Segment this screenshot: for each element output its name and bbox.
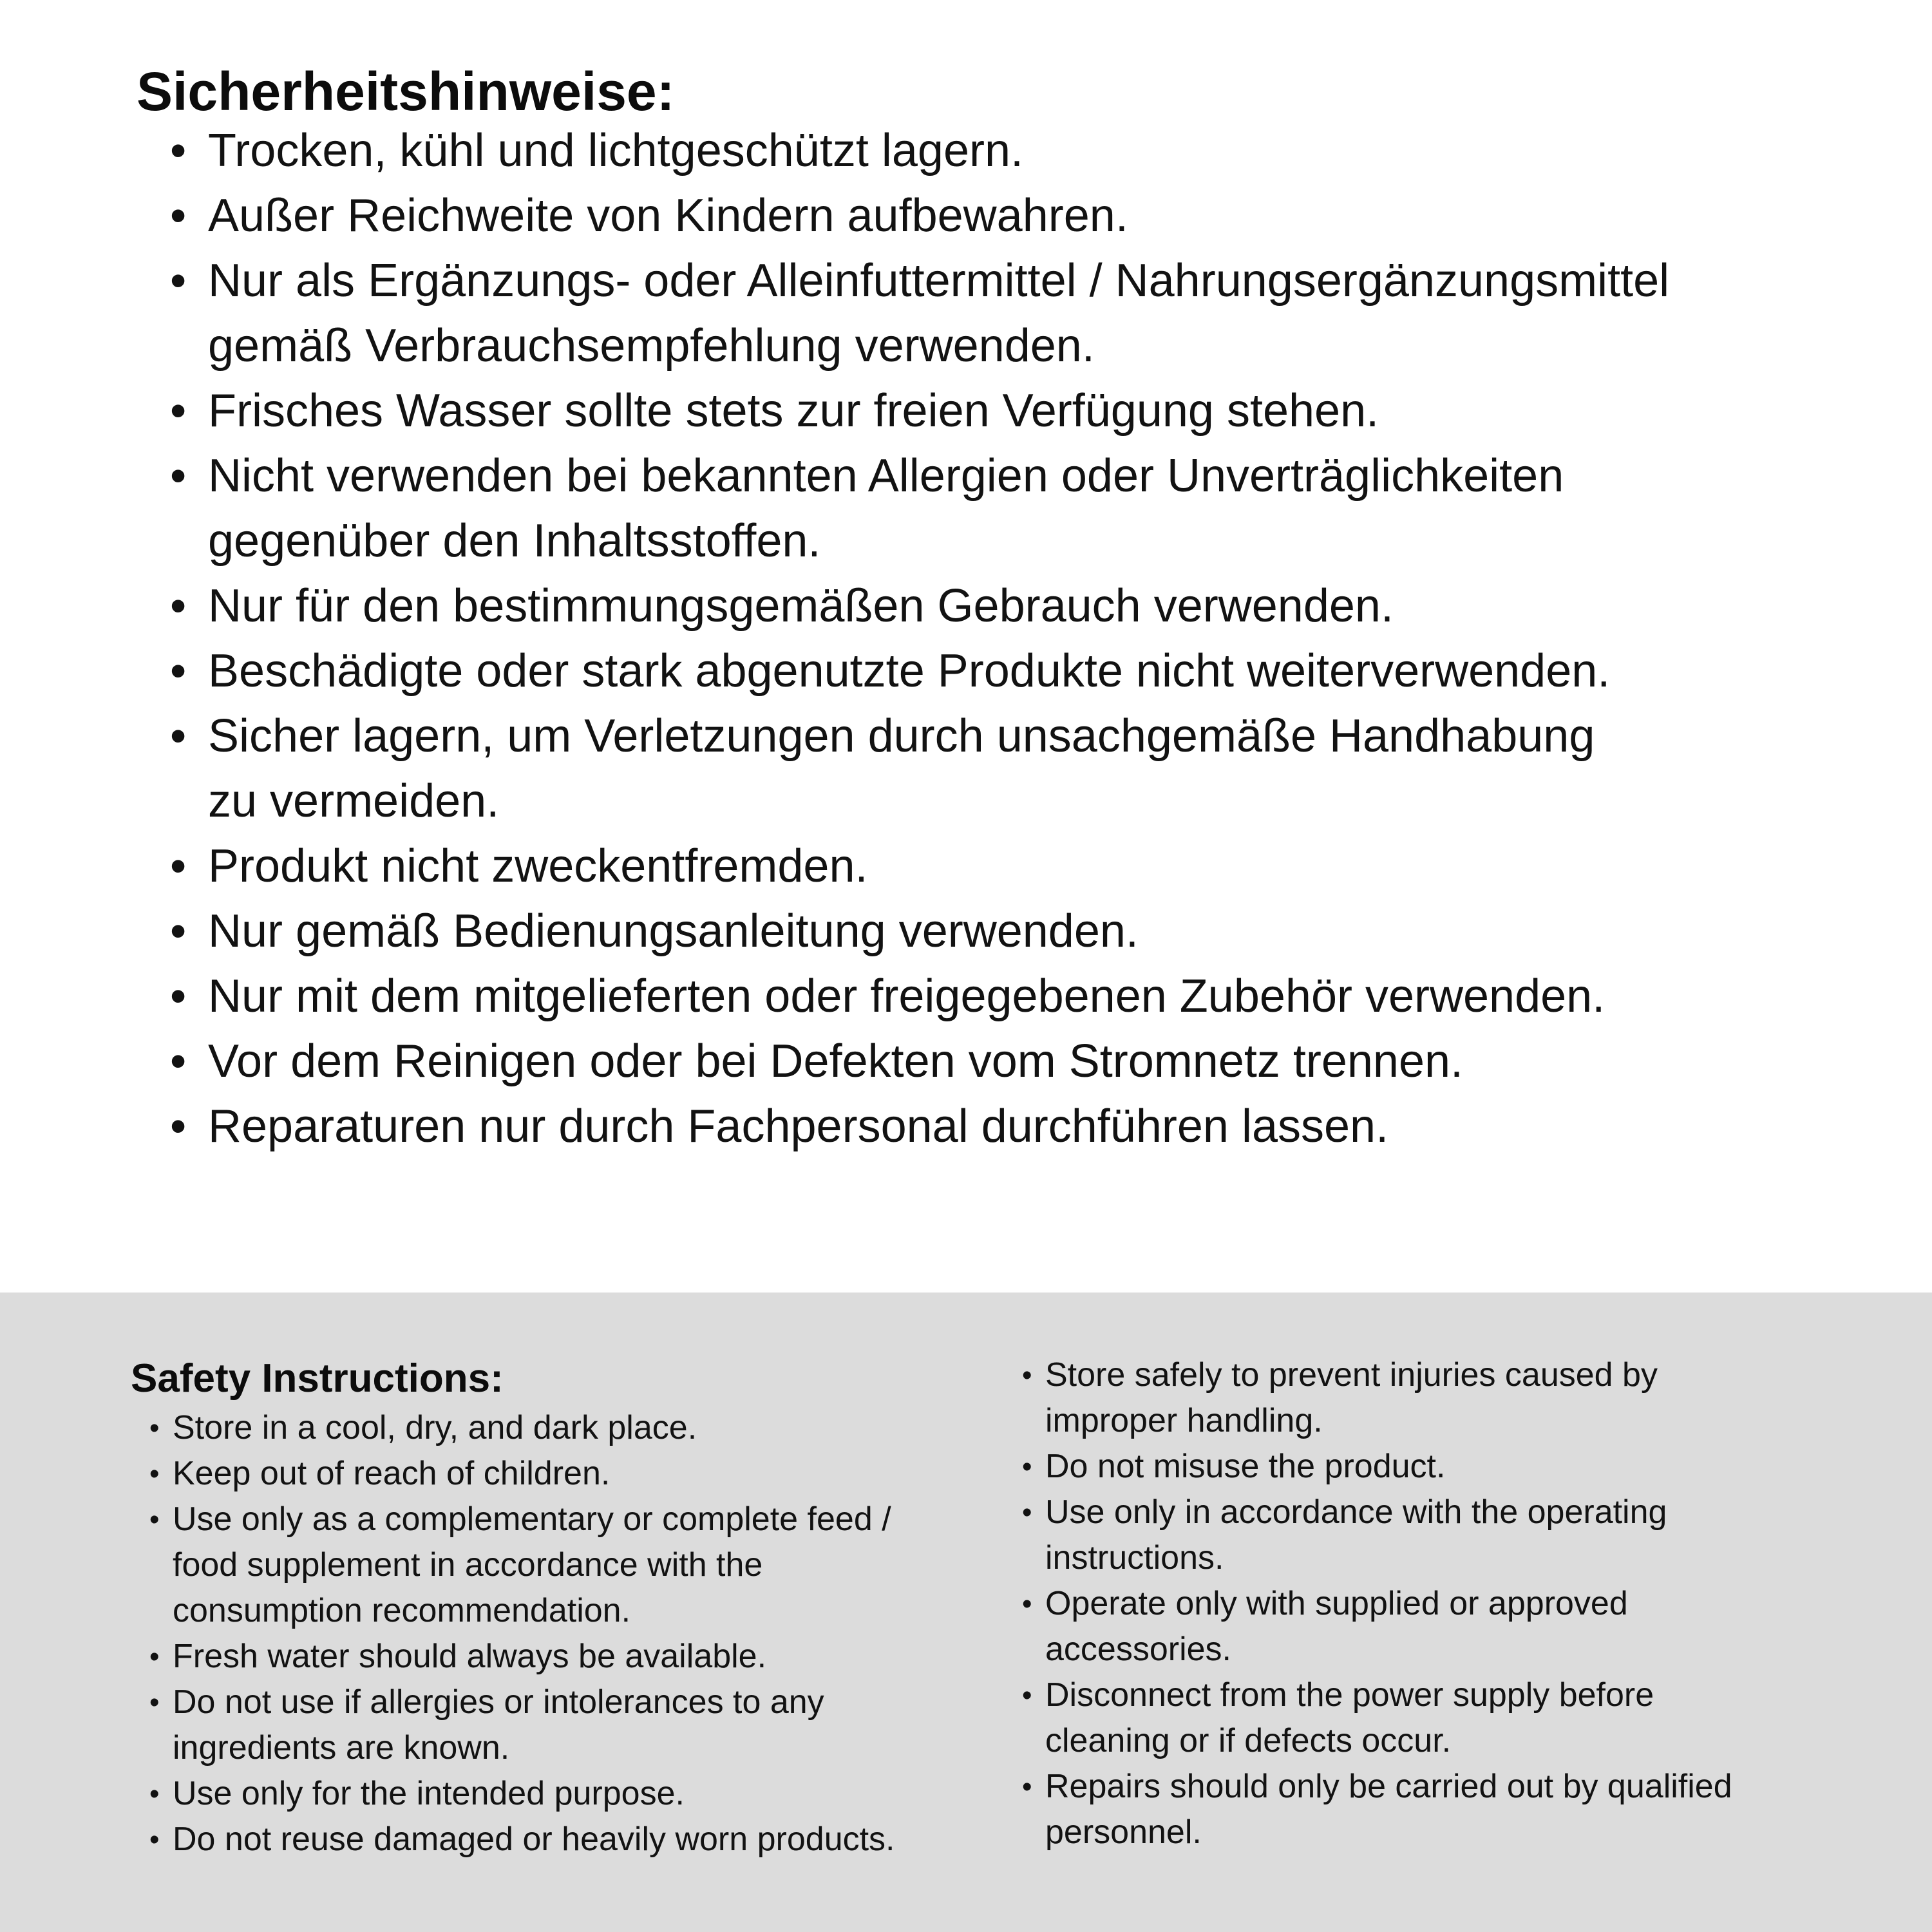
list-item — [137, 249, 1901, 379]
english-right-column — [1003, 1352, 1918, 1855]
bullet-icon: • — [149, 1641, 160, 1672]
list-item-text: Keep out of reach of children. — [173, 1455, 611, 1492]
bullet-icon: • — [149, 1824, 160, 1855]
list-item — [137, 704, 1901, 834]
bullet-icon: • — [149, 1778, 160, 1810]
english-band — [0, 1293, 1932, 1932]
bullet-icon: • — [149, 1687, 160, 1718]
list-item-text: Do not reuse damaged or heavily worn products. — [173, 1821, 895, 1858]
list-item-text: Nur gemäß Bedienungsanleitung verwenden. — [208, 905, 1139, 957]
list-item-text: Reparaturen nur durch Fachpersonal durchführen lassen. — [208, 1101, 1389, 1152]
list-item-text: Sicher lagern, um Verletzungen durch unsachgemäße Handhabung zu vermeiden. — [208, 710, 1595, 827]
list-item-text: Nur als Ergänzungs- oder Alleinfuttermittel / Nahrungsergänzungsmittel gemäß Verbrauchsempfehlung verwenden. — [208, 255, 1670, 372]
list-item-text: Außer Reichweite von Kindern aufbewahren. — [208, 190, 1128, 242]
bullet-icon: • — [149, 1504, 160, 1535]
list-item — [137, 964, 1901, 1029]
bullet-icon: • — [170, 840, 187, 892]
list-item-text: Disconnect from the power supply before cleaning or if defects occur. — [1045, 1676, 1654, 1759]
list-item-text: Use only as a complementary or complete feed / food supplement in accordance with the consumption recommendation. — [173, 1501, 891, 1629]
list-item-text: Operate only with supplied or approved accessories. — [1045, 1585, 1628, 1668]
list-item-text: Beschädigte oder stark abgenutzte Produkte nicht weiterverwenden. — [208, 645, 1611, 697]
list-item — [1003, 1672, 1918, 1764]
list-item — [131, 1680, 1007, 1771]
list-item — [137, 1029, 1901, 1094]
bullet-icon: • — [149, 1458, 160, 1490]
list-item — [137, 899, 1901, 964]
bullet-icon: • — [1022, 1497, 1032, 1528]
list-item — [131, 1771, 1007, 1817]
bullet-icon: • — [170, 450, 187, 502]
bullet-icon: • — [1022, 1588, 1032, 1620]
bullet-icon: • — [149, 1412, 160, 1444]
bullet-icon: • — [170, 190, 187, 242]
list-item-text: Frisches Wasser sollte stets zur freien Verfügung stehen. — [208, 385, 1379, 437]
list-item — [137, 574, 1901, 639]
list-item — [131, 1405, 1007, 1451]
list-item — [1003, 1444, 1918, 1490]
list-item-text: Use only for the intended purpose. — [173, 1775, 685, 1812]
list-item — [1003, 1352, 1918, 1444]
list-item — [137, 1094, 1901, 1159]
bullet-icon: • — [1022, 1359, 1032, 1391]
list-item — [1003, 1764, 1918, 1855]
list-item — [131, 1634, 1007, 1680]
list-item — [137, 184, 1901, 249]
list-item — [1003, 1581, 1918, 1672]
list-item-text: Do not misuse the product. — [1045, 1448, 1446, 1485]
list-item-text: Store safely to prevent injuries caused by improper handling. — [1045, 1356, 1658, 1439]
list-item-text: Use only in accordance with the operating instructions. — [1045, 1493, 1667, 1577]
bullet-icon: • — [170, 1036, 187, 1087]
bullet-icon: • — [1022, 1451, 1032, 1482]
list-item — [137, 444, 1901, 574]
list-item — [137, 379, 1901, 444]
english-title: Safety Instructions: — [131, 1356, 504, 1401]
english-left-column — [131, 1356, 1007, 1862]
german-safety-list — [137, 118, 1901, 1159]
bullet-icon: • — [170, 125, 187, 176]
list-item — [131, 1817, 1007, 1862]
list-item-text: Produkt nicht zweckentfremden. — [208, 840, 868, 892]
bullet-icon: • — [170, 580, 187, 632]
list-item — [131, 1497, 1007, 1634]
list-item-text: Fresh water should always be available. — [173, 1638, 767, 1675]
list-item — [137, 118, 1901, 184]
bullet-icon: • — [1022, 1680, 1032, 1711]
list-item-text: Trocken, kühl und lichtgeschützt lagern. — [208, 125, 1024, 176]
list-item-text: Nicht verwenden bei bekannten Allergien oder Unverträglichkeiten gegenüber den Inhaltsstoffen. — [208, 450, 1564, 567]
bullet-icon: • — [1022, 1771, 1032, 1803]
german-section — [137, 61, 1901, 1159]
list-item-text: Nur mit dem mitgelieferten oder freigegebenen Zubehör verwenden. — [208, 971, 1605, 1022]
bullet-icon: • — [170, 645, 187, 697]
list-item-text: Do not use if allergies or intolerances to any ingredients are known. — [173, 1683, 824, 1766]
list-item — [1003, 1490, 1918, 1581]
list-item-text: Repairs should only be carried out by qualified personnel. — [1045, 1768, 1732, 1851]
bullet-icon: • — [170, 1101, 187, 1152]
bullet-icon: • — [170, 905, 187, 957]
german-title: Sicherheitshinweise: — [137, 61, 675, 122]
list-item-text: Store in a cool, dry, and dark place. — [173, 1409, 697, 1446]
english-safety-list-right — [1003, 1352, 1918, 1855]
english-safety-list-left — [131, 1405, 1007, 1862]
bullet-icon: • — [170, 710, 187, 762]
list-item — [137, 639, 1901, 704]
list-item-text: Vor dem Reinigen oder bei Defekten vom Stromnetz trennen. — [208, 1036, 1464, 1087]
list-item — [131, 1451, 1007, 1497]
list-item — [137, 834, 1901, 899]
bullet-icon: • — [170, 255, 187, 307]
list-item-text: Nur für den bestimmungsgemäßen Gebrauch verwenden. — [208, 580, 1394, 632]
bullet-icon: • — [170, 971, 187, 1022]
bullet-icon: • — [170, 385, 187, 437]
